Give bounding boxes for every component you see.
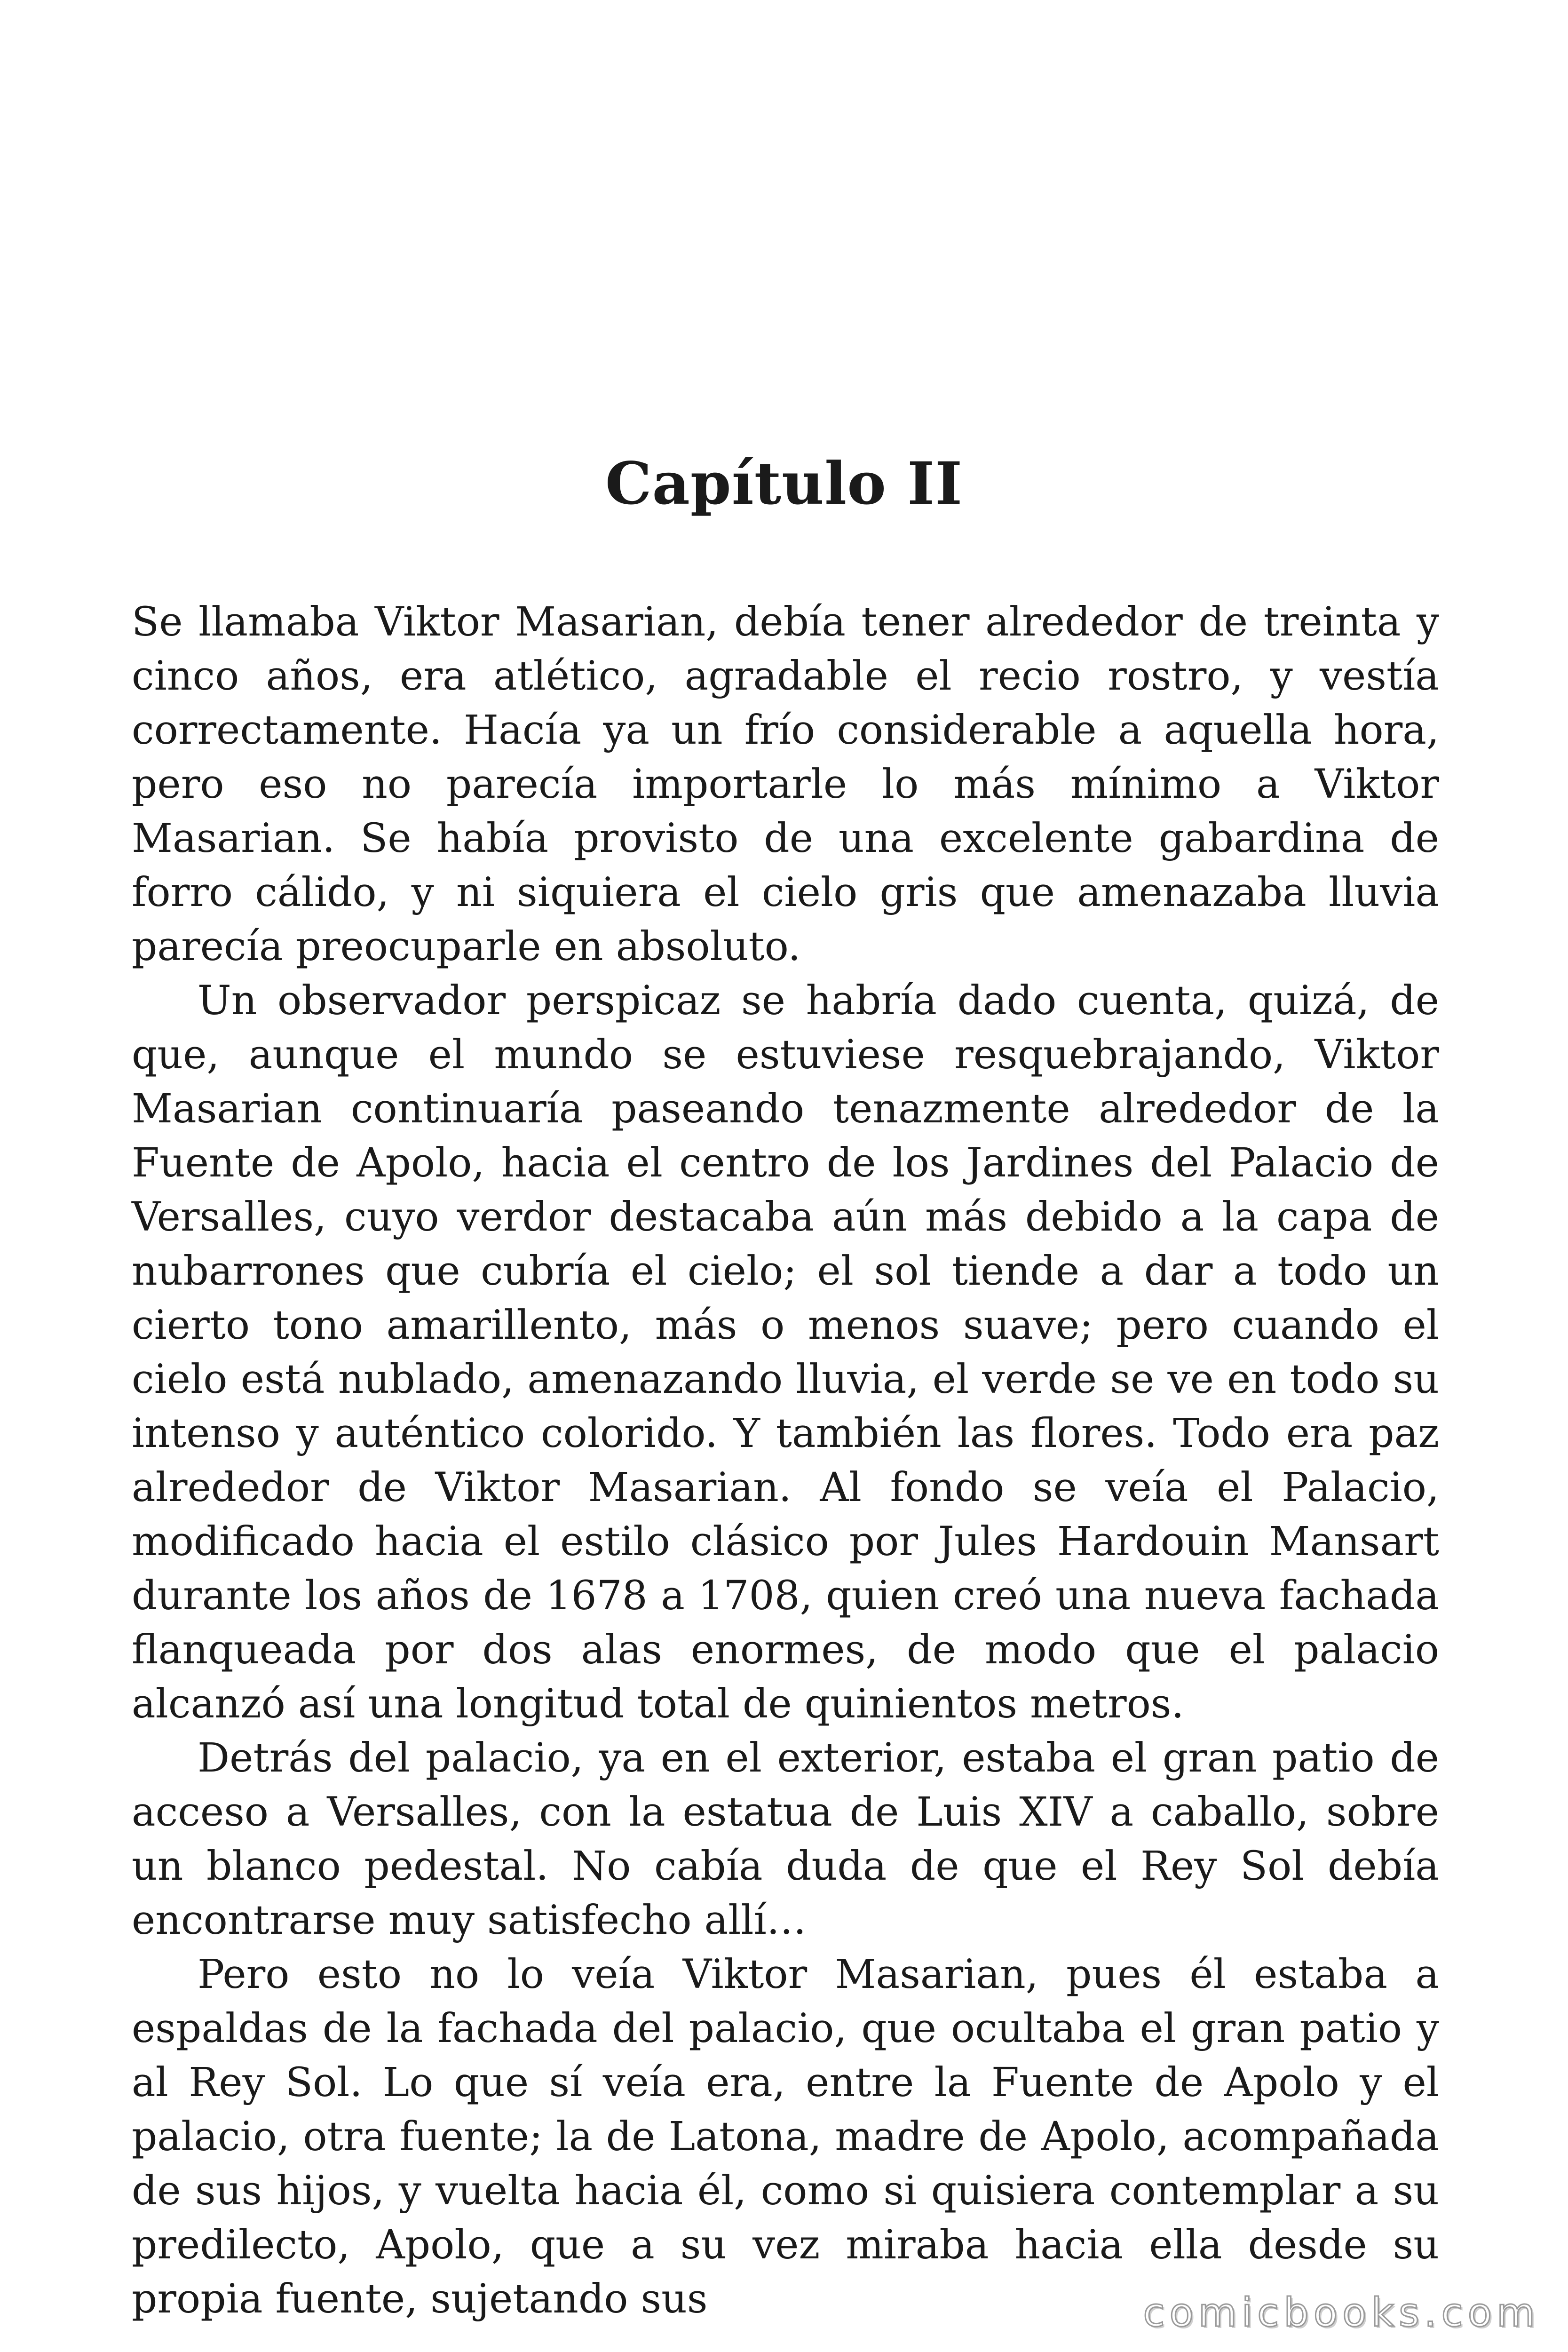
chapter-body [132, 595, 1439, 2326]
paragraph-3: Detrás del palacio, ya en el exterior, estaba el gran patio de acceso a Versalles, con la estatua de Luis XIV a caballo, sobre un blanco pedestal. No cabía duda de que el Rey Sol debía encontrarse muy satisfecho allí… [132, 1735, 1439, 1944]
paragraph-1: Se llamaba Viktor Masarian, debía tener alrededor de treinta y cinco años, era atlético, agradable el recio rostro, y vestía correctamente. Hacía ya un frío considerable a aquella hora, pero eso no parecía importarle lo más mínimo a Viktor Masarian. Se había provisto de una excelente gabardina de forro cálido, y ni siquiera el cielo gris que amenazaba lluvia parecía preocuparle en absoluto. [132, 599, 1439, 970]
paragraph-4: Pero esto no lo veía Viktor Masarian, pues él estaba a espaldas de la fachada del palacio, que ocultaba el gran patio y al Rey Sol. Lo que sí veía era, entre la Fuente de Apolo y el palacio, otra fuente; la de Latona, madre de Apolo, acompañada de sus hijos, y vuelta hacia él, como si quisiera contemplar a su predilecto, Apolo, que a su vez miraba hacia ella desde su propia fuente, sujetando sus [132, 1951, 1439, 2322]
chapter-title: Capítulo II [605, 450, 963, 518]
paragraph-2: Un observador perspicaz se habría dado cuenta, quizá, de que, aunque el mundo se estuviese resquebrajando, Viktor Masarian continuaría paseando tenazmente alrededor de la Fuente de Apolo, hacia el centro de los Jardines del Palacio de Versalles, cuyo verdor destacaba aún más debido a la capa de nubarrones que cubría el cielo; el sol tiende a dar a todo un cierto tono amarillento, más o menos suave; pero cuando el cielo está nublado, amenazando lluvia, el verde se ve en todo su intenso y auténtico colorido. Y también las flores. Todo era paz alrededor de Viktor Masarian. Al fondo se veía el Palacio, modificado hacia el estilo clásico por Jules Hardouin Mansart durante los años de 1678 a 1708, quien creó una nueva fachada flanqueada por dos alas enormes, de modo que el palacio alcanzó así una longitud total de quinientos metros. [132, 977, 1439, 1727]
watermark-logo: comicbooks.com [1143, 2289, 1540, 2336]
